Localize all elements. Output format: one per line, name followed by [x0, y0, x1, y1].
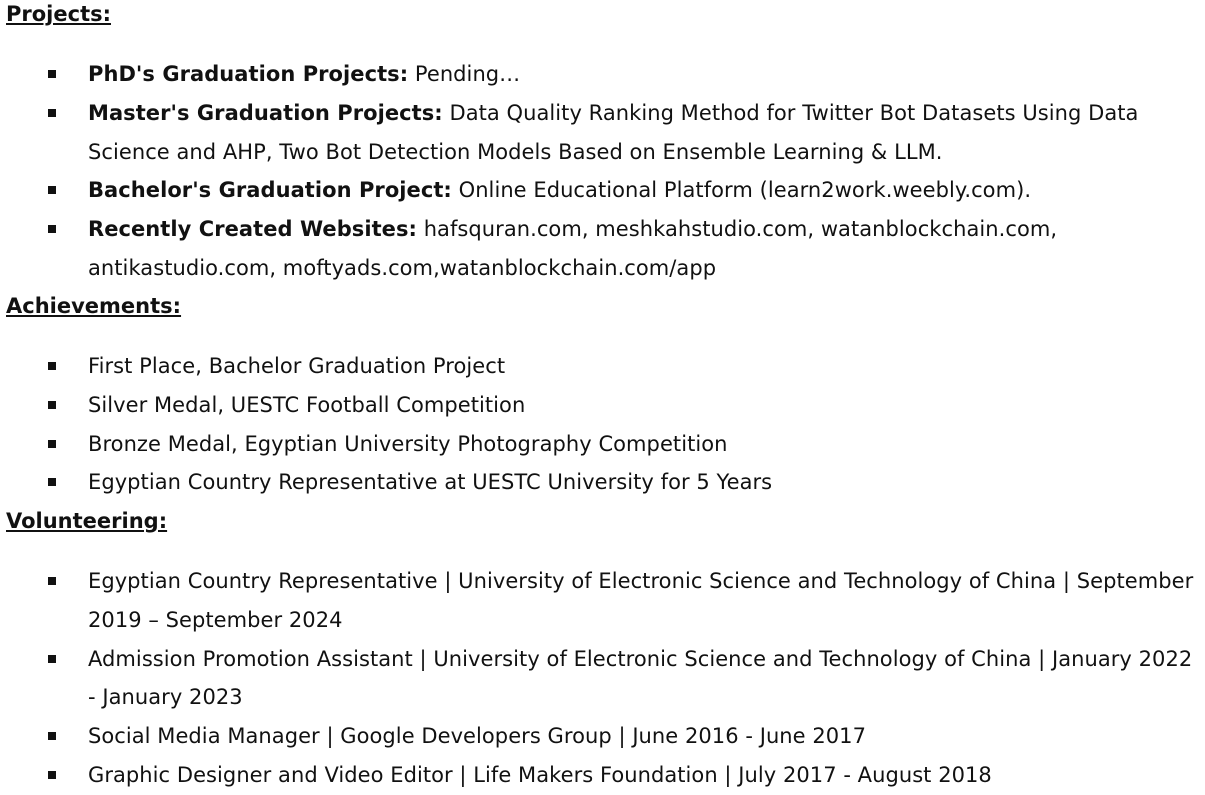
item-text: Graphic Designer and Video Editor | Life Makers Foundation | July 2017 - August 2018	[88, 762, 992, 787]
square-bullet-icon	[48, 362, 56, 370]
item-text: Admission Promotion Assistant | University of Electronic Science and Technology of China | January 2022 - January 2023	[88, 646, 1193, 710]
square-bullet-icon	[48, 225, 56, 233]
square-bullet-icon	[48, 440, 56, 448]
projects-list	[0, 55, 1205, 288]
achievements-list	[0, 347, 1205, 502]
item-text: hafsquran.com, meshkahstudio.com, watanblockchain.com, antikastudio.com, moftyads.com,watanblockchain.com/app	[88, 217, 1058, 280]
item-label: PhD's Graduation Projects:	[88, 62, 409, 86]
item-label: Master's Graduation Projects:	[88, 100, 443, 125]
item-text: Egyptian Country Representative | University of Electronic Science and Technology of China | September 2019 – September 2024	[88, 569, 1194, 632]
list-item-phd-projects	[0, 55, 1205, 94]
volunteering-heading: Volunteering:	[6, 509, 168, 533]
item-text: First Place, Bachelor Graduation Project	[88, 354, 506, 378]
list-item-websites	[0, 210, 1205, 288]
list-item	[0, 386, 1205, 425]
item-label: Recently Created Websites:	[88, 217, 417, 241]
item-text: Bronze Medal, Egyptian University Photography Competition	[88, 431, 728, 456]
square-bullet-icon	[48, 401, 56, 409]
item-text: Silver Medal, UESTC Football Competition	[88, 392, 526, 417]
item-text: Social Media Manager | Google Developers Group | June 2016 - June 2017	[88, 724, 866, 748]
square-bullet-icon	[48, 70, 56, 78]
item-text: Data Quality Ranking Method for Twitter Bot Datasets Using Data Science and AHP, Two Bot Detection Models Based on Ensemble Learning & LLM.	[88, 100, 1139, 164]
list-item	[0, 640, 1205, 718]
achievements-heading: Achievements:	[6, 294, 182, 318]
volunteering-list	[0, 562, 1205, 795]
square-bullet-icon	[48, 732, 56, 740]
item-text: Online Educational Platform (learn2work.weebly.com).	[451, 178, 1032, 203]
item-text: Egyptian Country Representative at UESTC University for 5 Years	[88, 470, 773, 495]
list-item	[0, 347, 1205, 386]
projects-heading: Projects:	[6, 2, 111, 26]
square-bullet-icon	[48, 478, 56, 486]
square-bullet-icon	[48, 771, 56, 779]
list-item-master-projects	[0, 94, 1205, 172]
square-bullet-icon	[48, 109, 56, 117]
square-bullet-icon	[48, 655, 56, 663]
list-item	[0, 425, 1205, 464]
list-item	[0, 463, 1205, 502]
square-bullet-icon	[48, 577, 56, 585]
item-label: Bachelor's Graduation Project:	[88, 178, 452, 203]
list-item-bachelor-project	[0, 171, 1205, 210]
square-bullet-icon	[48, 186, 56, 194]
list-item	[0, 717, 1205, 756]
item-text: Pending…	[408, 62, 521, 86]
list-item	[0, 562, 1205, 640]
